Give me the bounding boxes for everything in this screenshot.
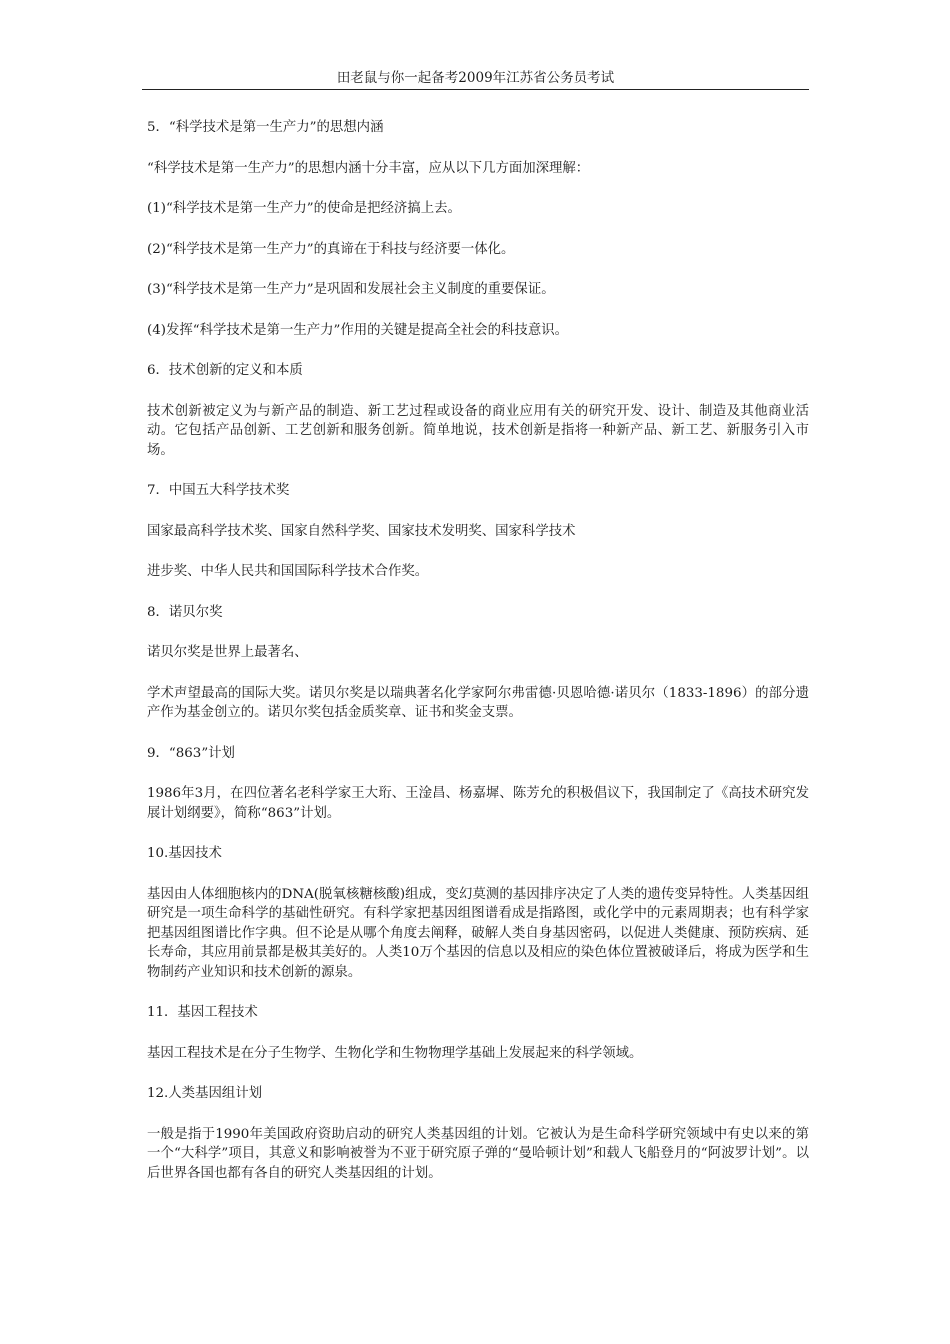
section-heading-6: 6．技术创新的定义和本质 [147,363,303,378]
paragraph: 技术创新被定义为与新产品的制造、新工艺过程或设备的商业应用有关的研究开发、设计、制造及其他商业活动。它包括产品创新、工艺创新和服务创新。简单地说，技术创新是指将一种新产品、新工艺、新服务引入市场。 [147,403,809,458]
paragraph: 基因由人体细胞核内的DNA(脱氧核糖核酸)组成，变幻莫测的基因排序决定了人类的遗传变异特性。人类基因组研究是一项生命科学的基础性研究。有科学家把基因组图谱看成是指路图，或化学中的元素周期表；也有科学家把基因组图谱比作字典。但不论是从哪个角度去阐释，破解人类自身基因密码，以促进人类健康、预防疾病、延长寿命，其应用前景都是极其美好的。人类10万个基因的信息以及相应的染色体位置被破译后，将成为医学和生物制药产业知识和技术创新的源泉。 [147,886,809,980]
paragraph: 1986年3月，在四位著名老科学家王大珩、王淦昌、杨嘉墀、陈芳允的积极倡议下，我国制定了《高技术研究发展计划纲要》，简称“863”计划。 [147,786,809,821]
paragraph: 基因工程技术是在分子生物学、生物化学和生物物理学基础上发展起来的科学领域。 [147,1045,643,1061]
paragraph: (2)“科学技术是第一生产力”的真谛在于科技与经济要一体化。 [147,241,515,257]
paragraph: 诺贝尔奖是世界上最著名、 [147,645,308,660]
header-title: 田老鼠与你一起备考2009年江苏省公务员考试 [336,70,615,86]
paragraph: 进步奖、中华人民共和国国际科学技术合作奖。 [147,564,429,579]
section-heading-10: 10.基因技术 [147,846,222,861]
paragraph: “科学技术是第一生产力”的思想内涵十分丰富，应从以下几方面加深理解： [147,160,590,176]
document-body [147,118,809,1204]
section-heading-11: 11．基因工程技术 [147,1005,258,1020]
paragraph: (4)发挥“科学技术是第一生产力”作用的关键是提高全社会的科技意识。 [147,322,568,338]
paragraph: (1)“科学技术是第一生产力”的使命是把经济搞上去。 [147,201,461,216]
section-heading-7: 7．中国五大科学技术奖 [147,483,290,498]
section-heading-9: 9．“863”计划 [147,745,235,761]
section-heading-8: 8．诺贝尔奖 [147,604,223,620]
paragraph: 学术声望最高的国际大奖。诺贝尔奖是以瑞典著名化学家阿尔弗雷德·贝恩哈德·诺贝尔（1833-1896）的部分遗产作为基金创立的。诺贝尔奖包括金质奖章、证书和奖金支票。 [147,685,809,720]
section-heading-12: 12.人类基因组计划 [147,1086,263,1101]
paragraph: 国家最高科学技术奖、国家自然科学奖、国家技术发明奖、国家科学技术 [147,523,576,539]
section-heading-5: 5．“科学技术是第一生产力”的思想内涵 [147,120,384,135]
paragraph: (3)“科学技术是第一生产力”是巩固和发展社会主义制度的重要保证。 [147,282,555,297]
paragraph: 一般是指于1990年美国政府资助启动的研究人类基因组的计划。它被认为是生命科学研究领域中有史以来的第一个“大科学”项目，其意义和影响被誉为不亚于研究原子弹的“曼哈顿计划”和载人飞船登月的“阿波罗计划”。以后世界各国也都有各自的研究人类基因组的计划。 [147,1126,809,1181]
page-header [142,70,809,90]
